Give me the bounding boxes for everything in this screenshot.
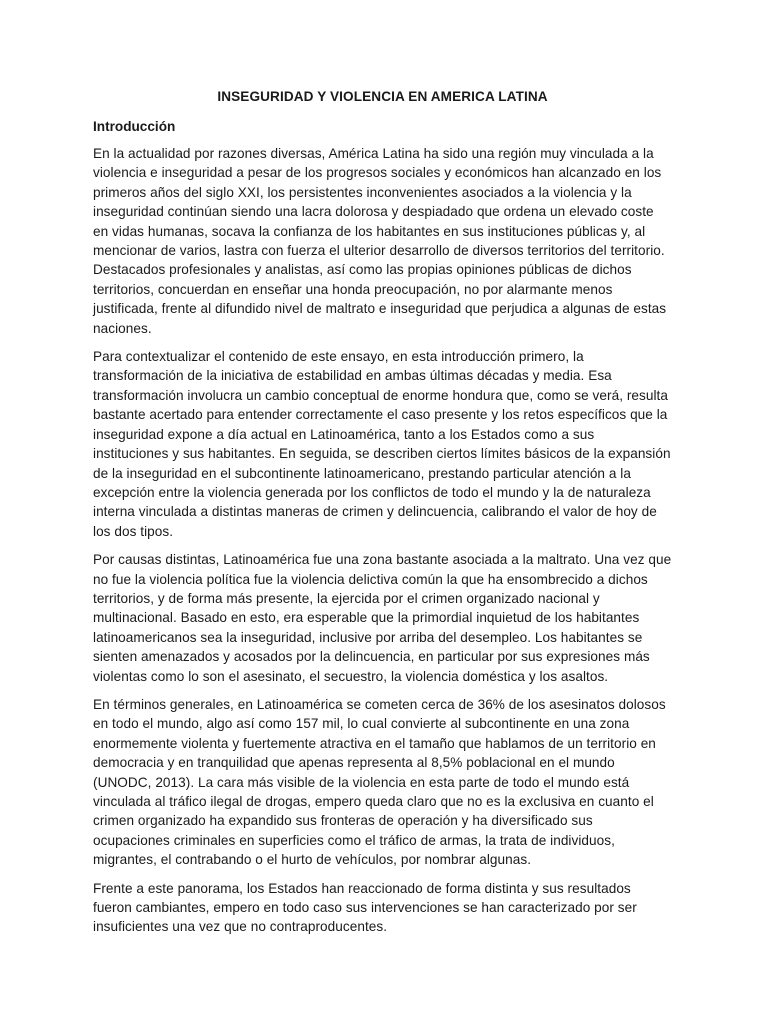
paragraph-1: En la actualidad por razones diversas, América Latina ha sido una región muy vinculada a la violencia e inseguridad a pesar de los progresos sociales y económicos han alcanzado en los primeros años del siglo XXI, los persistentes inconvenientes asociados a la violencia y la inseguridad continúan siendo una lacra dolorosa y despiadado que ordena un elevado coste en vidas humanas, socava la confianza de los habitantes en sus instituciones públicas y, al mencionar de varios, lastra con fuerza el ulterior desarrollo de diversos territorios del territorio. Destacados profesionales y analistas, así como las propias opiniones públicas de dichos territorios, concuerdan en enseñar una honda preocupación, no por alarmante menos justificada, frente al difundido nivel de maltrato e inseguridad que perjudica a algunas de estas naciones. (93, 146, 667, 336)
paragraph-5: Frente a este panorama, los Estados han reaccionado de forma distinta y sus resultados fueron cambiantes, empero en todo caso sus intervenciones se han caracterizado por ser insuficientes una vez que no contraproducentes. (93, 880, 637, 935)
document-title: INSEGURIDAD Y VIOLENCIA EN AMERICA LATINA (217, 89, 548, 104)
paragraph-2: Para contextualizar el contenido de este ensayo, en esta introducción primero, la transformación de la iniciativa de estabilidad en ambas últimas décadas y media. Esa transformación involucra un cambio conceptual de enorme hondura que, como se verá, resulta bastante acertado para entender correctamente el caso presente y los retos específicos que la inseguridad expone a día actual en Latinoamérica, tanto a los Estados como a sus instituciones y sus habitantes. En seguida, se describen ciertos límites básicos de la expansión de la inseguridad en el subcontinente latinoamericano, prestando particular atención a la excepción entre la violencia generada por los conflictos de todo el mundo y la de naturaleza interna vinculada a distintas maneras de crimen y delincuencia, calibrando el valor de hoy de los dos tipos. (93, 349, 671, 539)
paragraph-4: En términos generales, en Latinoamérica se cometen cerca de 36% de los asesinatos dolosos en todo el mundo, algo así como 157 mil, lo cual convierte al subcontinente en una zona enormemente violenta y fuertemente atractiva en el tamaño que hablamos de un territorio en democracia y en tranquilidad que apenas representa al 8,5% poblacional en el mundo (UNODC, 2013). La cara más visible de la violencia en esta parte de todo el mundo está vinculada al tráfico ilegal de drogas, empero queda claro que no es la exclusiva en cuanto el crimen organizado ha expandido sus fronteras de operación y ha diversificado sus ocupaciones criminales en superficies como el tráfico de armas, la trata de individuos, migrantes, el contrabando o el hurto de vehículos, por nombrar algunas. (93, 696, 666, 868)
paragraph-3: Por causas distintas, Latinoamérica fue una zona bastante asociada a la maltrato. Una vez que no fue la violencia política fue la violencia delictiva común la que ha ensombrecido a dichos territorios, y de forma más presente, la ejercida por el crimen organizado nacional y multinacional. Basado en esto, era esperable que la primordial inquietud de los habitantes latinoamericanos sea la inseguridad, inclusive por arriba del desempleo. Los habitantes se sienten amenazados y acosados por la delincuencia, en particular por sus expresiones más violentas como lo son el asesinato, el secuestro, la violencia doméstica y los asaltos. (93, 552, 672, 684)
section-heading: Introducción (93, 119, 176, 134)
